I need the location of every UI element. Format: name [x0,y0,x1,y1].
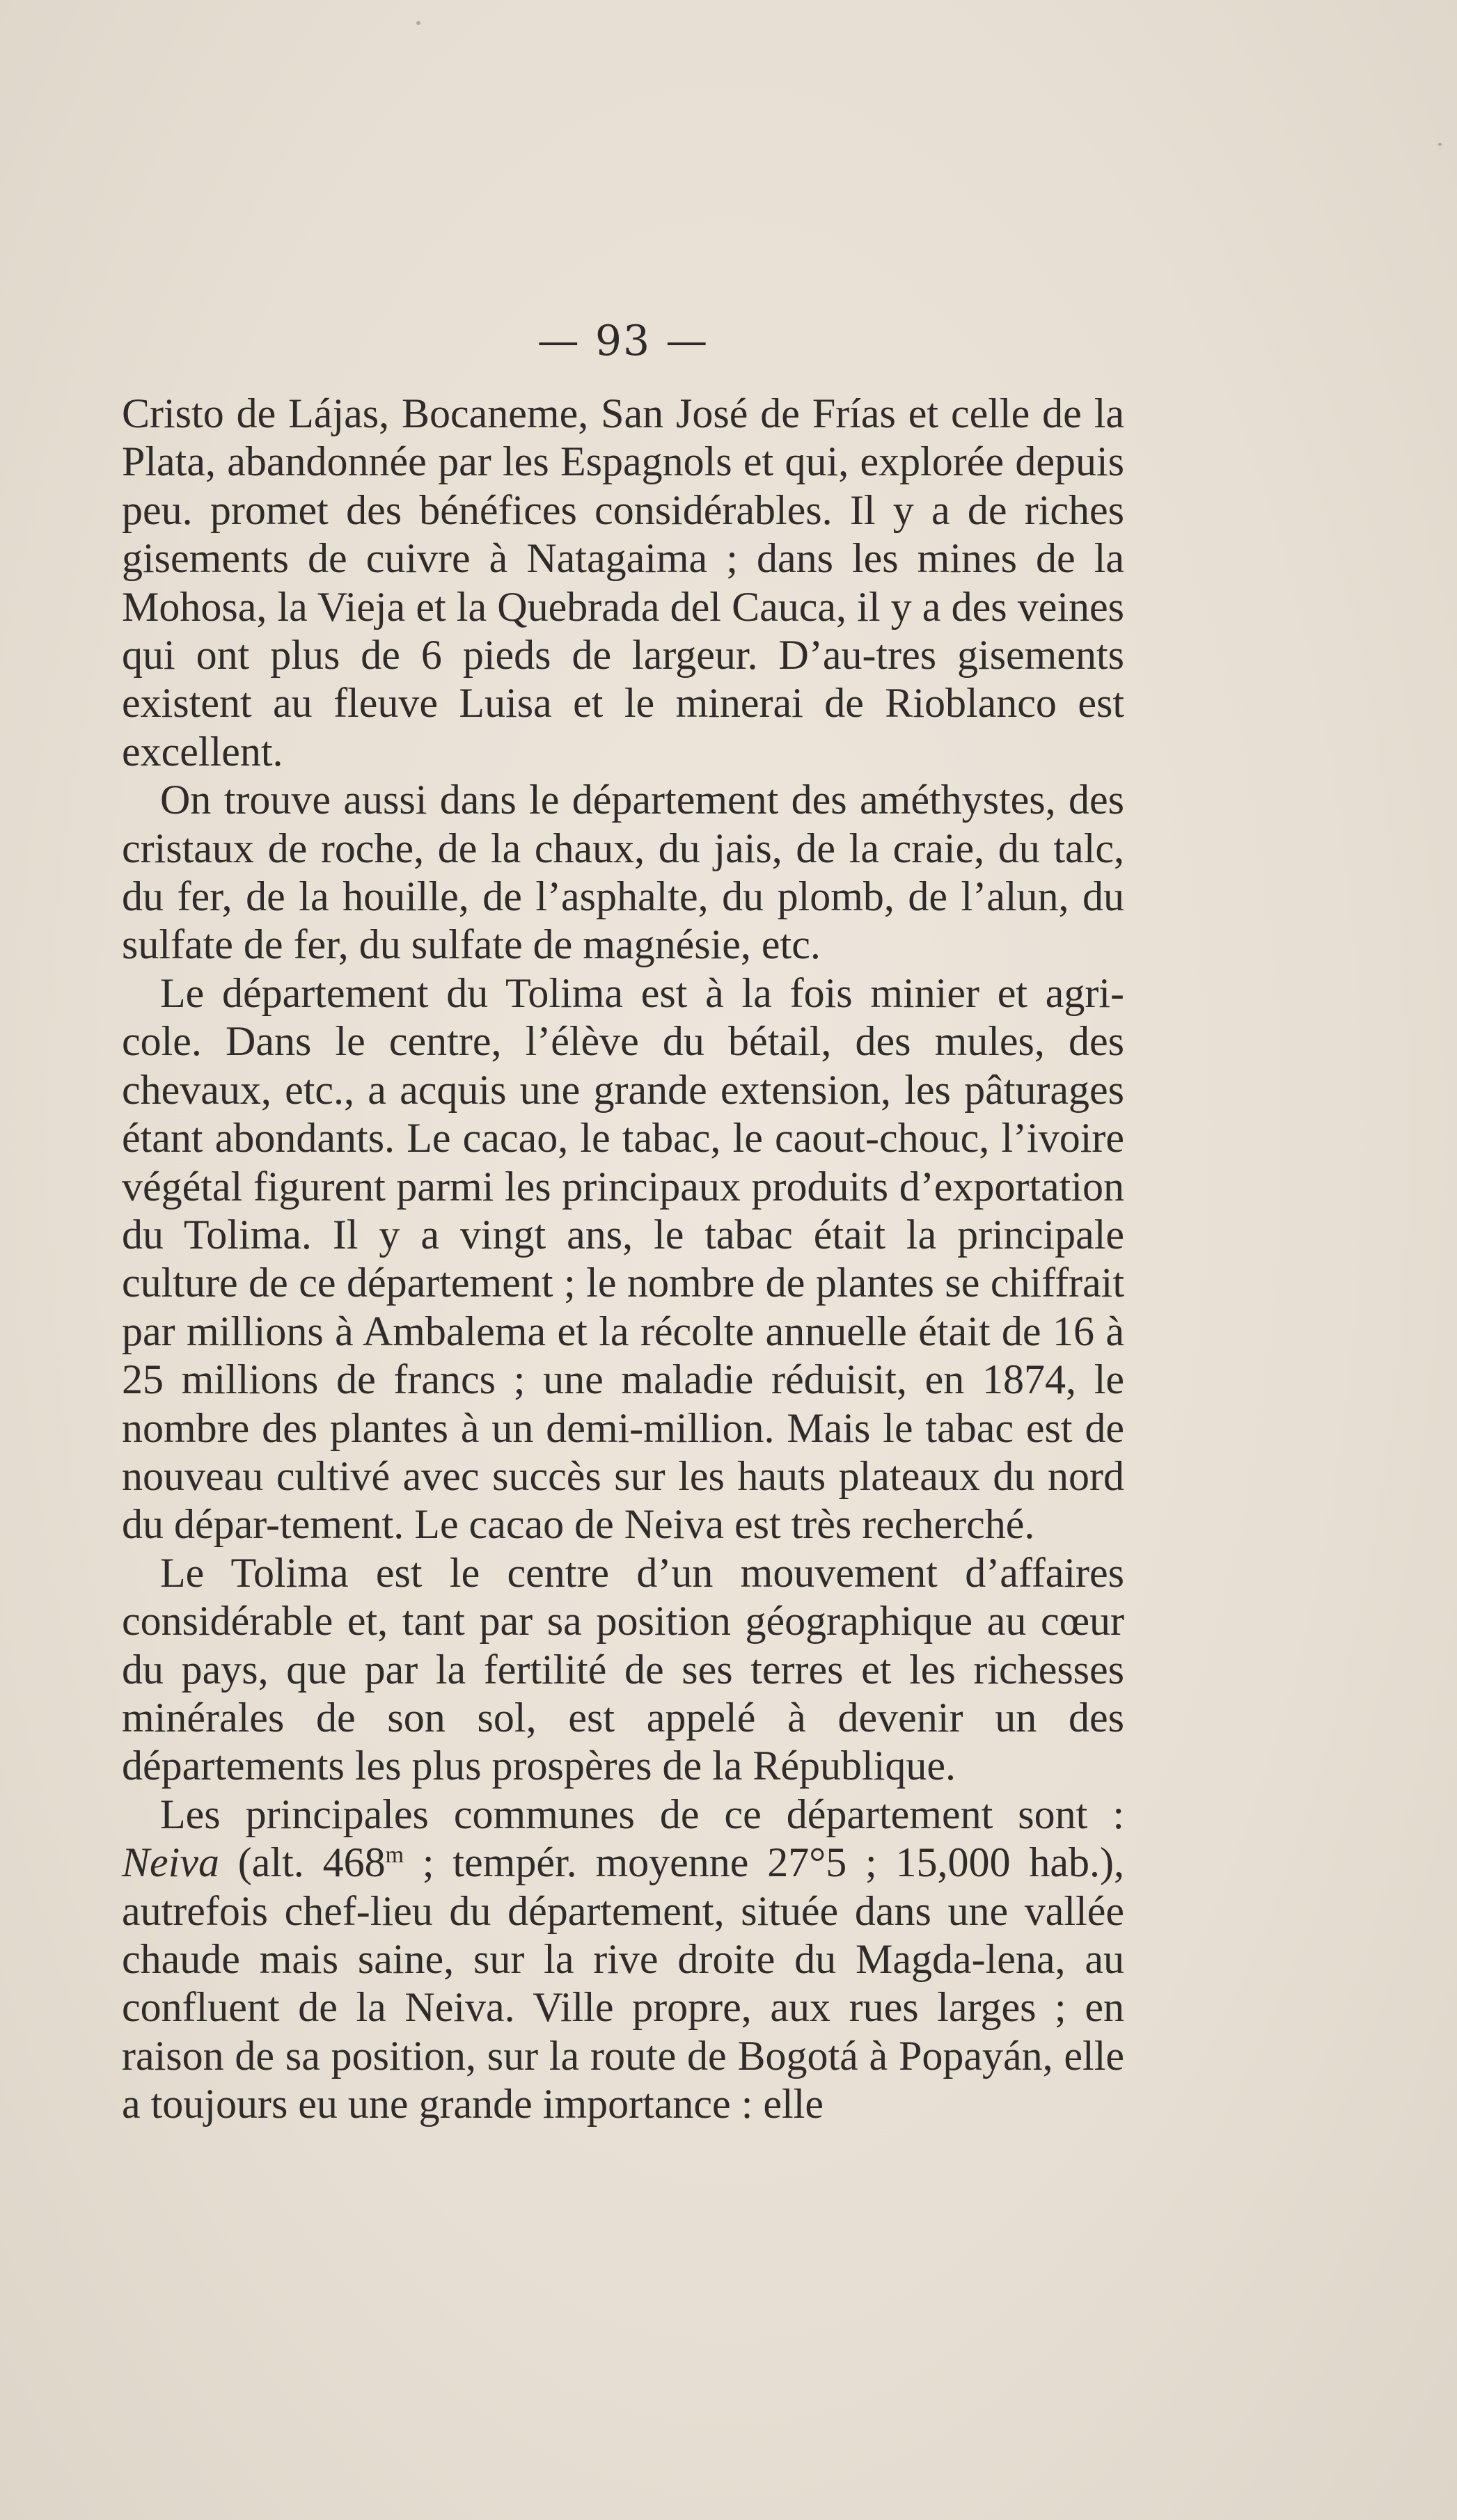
unit-superscript: m [385,1842,404,1869]
paragraph-3: Le département du Tolima est à la fois minier et agri-cole. Dans le centre, l’élève du bétail, des mules, des chevaux, etc., a acquis une grande extension, les pâturages étant abondants. Le cacao, le tabac, le caout-chouc, l’ivoire végétal figurent parmi les principaux produits d’exportation du Tolima. Il y a vingt ans, le tabac était la principale culture de ce département ; le nombre de plantes se chiffrait par millions à Ambalema et la récolte annuelle était de 16 à 25 millions de francs ; une maladie réduisit, en 1874, le nombre des plantes à un demi-million. Mais le tabac est de nouveau cultivé avec succès sur les hauts plateaux du nord du dépar-tement. Le cacao de Neiva est très recherché. [122,969,1124,1548]
paragraph-4: Le Tolima est le centre d’un mouvement d’affaires considérable et, tant par sa position géographique au cœur du pays, que par la fertilité de ses terres et les richesses minérales de son sol, est appelé à devenir un des départements les plus prospères de la République. [122,1549,1124,1789]
paragraph-5-altitude: (alt. 468 [219,1839,386,1886]
paragraph-5-intro: Les principales communes de ce département sont : [160,1791,1124,1837]
body-text [122,390,1124,2129]
paper-speck [1438,143,1442,146]
page-number: — 93 — [537,317,709,365]
paragraph-5 [122,1791,1124,2129]
paragraph-2: On trouve aussi dans le département des améthystes, des cristaux de roche, de la chaux, du jais, de la craie, du talc, du fer, de la houille, de l’asphalte, du plomb, de l’alun, du sulfate de fer, du sulfate de magnésie, etc. [122,777,1124,968]
paragraph-5-rest: ; tempér. moyenne 27°5 ; 15,000 hab.), autrefois chef-lieu du département, située dans une vallée chaude mais saine, sur la rive droite du Magda-lena, au confluent de la Neiva. Ville propre, aux rues larges ; en raison de sa position, sur la route de Bogotá à Popayán, elle a toujours eu une grande importance : elle [122,1839,1125,2127]
paper-speck [416,21,420,25]
paragraph-1: Cristo de Lájas, Bocaneme, San José de Frías et celle de la Plata, abandonnée par les Espagnols et qui, explorée depuis peu. promet des bénéfices considérables. Il y a de riches gisements de cuivre à Natagaima ; dans les mines de la Mohosa, la Vieja et la Quebrada del Cauca, il y a des veines qui ont plus de 6 pieds de largeur. D’au-tres gisements existent au fleuve Luisa et le minerai de Rioblanco est excellent. [122,390,1124,775]
place-name-neiva: Neiva [122,1839,219,1886]
